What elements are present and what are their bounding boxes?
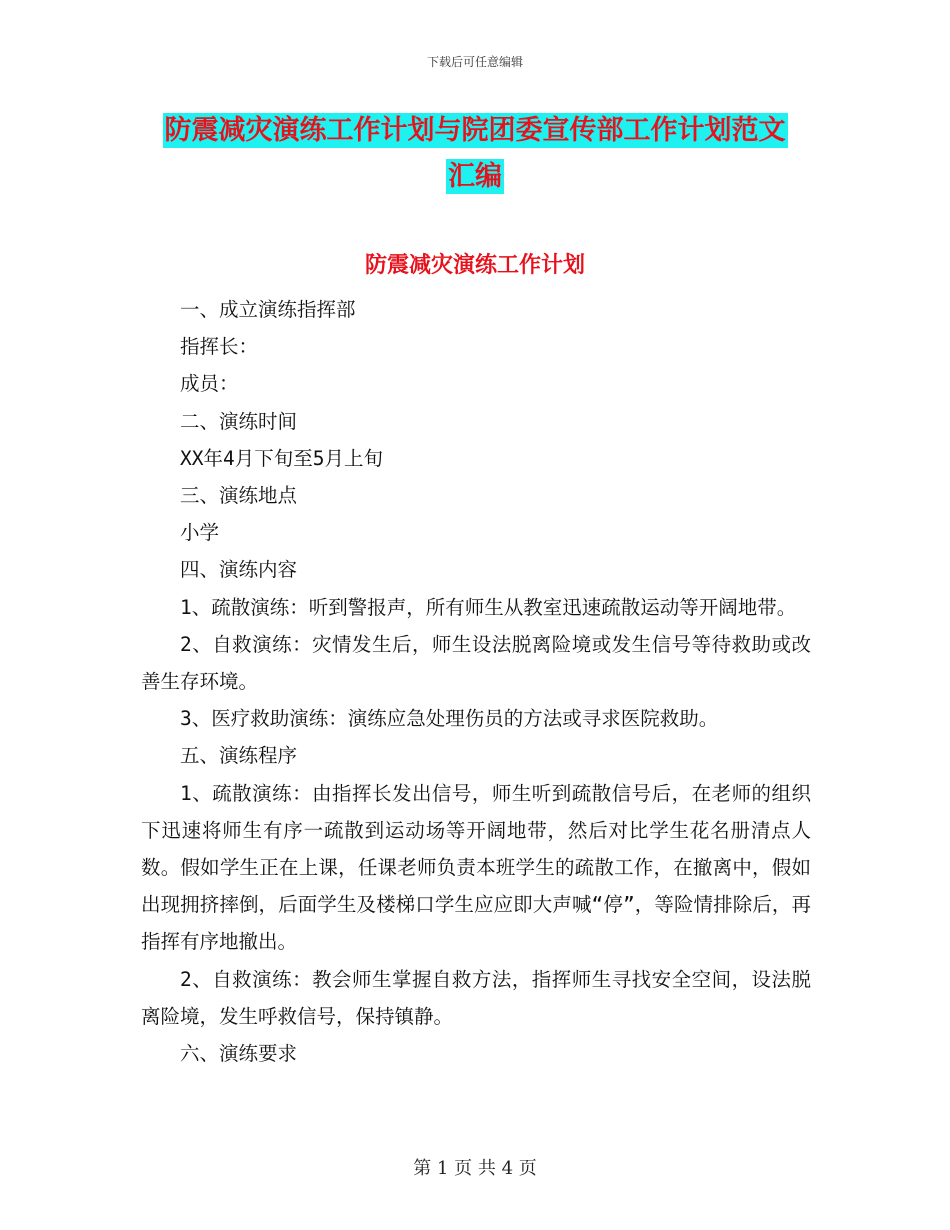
paragraph: 指挥长： (180, 335, 259, 359)
paragraph: 六、演练要求 (180, 1042, 298, 1066)
title-line-2: 汇编 (448, 161, 502, 192)
paragraph: 一、成立演练指挥部 (180, 298, 356, 321)
paragraph: 2、自救演练：灾情发生后，师生设法脱离险境或发生信号等待救助或改善生存环境。 (141, 632, 811, 694)
paragraph: 3、医疗救助演练：演练应急处理伤员的方法或寻求医院救助。 (180, 707, 719, 731)
paragraph: 成员： (180, 372, 239, 396)
paragraph: 1、疏散演练：听到警报声，所有师生从教室迅速疏散运动等开阔地带。 (180, 595, 797, 619)
document-body (141, 291, 811, 1072)
paragraph: XX年4月下旬至5月上旬 (180, 446, 383, 470)
page-footer: 第 1 页 共 4 页 (413, 1158, 537, 1179)
paragraph: 1、疏散演练：由指挥长发出信号，师生听到疏散信号后，在老师的组织下迅速将师生有序一疏散到运动场等开阔地带，然后对比学生花名册清点人数。假如学生正在上课，任课老师负责本班学生的疏散工作，在撤离中，假如出现拥挤摔倒，后面学生及楼梯口学生应应即大声喊“停”，等险情排除后，再指挥有序地撤出。 (141, 781, 811, 954)
header-note: 下载后可任意编辑 (426, 55, 523, 69)
section-title: 防震减灾演练工作计划 (364, 253, 585, 278)
paragraph: 小学 (180, 521, 220, 545)
paragraph: 三、演练地点 (180, 484, 298, 508)
title-line-1: 防震减灾演练工作计划与院团委宣传部工作计划范文 (164, 115, 786, 146)
paragraph: 2、自救演练：教会师生掌握自救方法，指挥师生寻找安全空间，设法脱离险境，发生呼救信号，保持镇静。 (141, 967, 811, 1028)
document-title (142, 108, 808, 200)
paragraph: 二、演练时间 (180, 409, 298, 433)
paragraph: 四、演练内容 (180, 558, 298, 582)
paragraph: 五、演练程序 (180, 744, 298, 768)
